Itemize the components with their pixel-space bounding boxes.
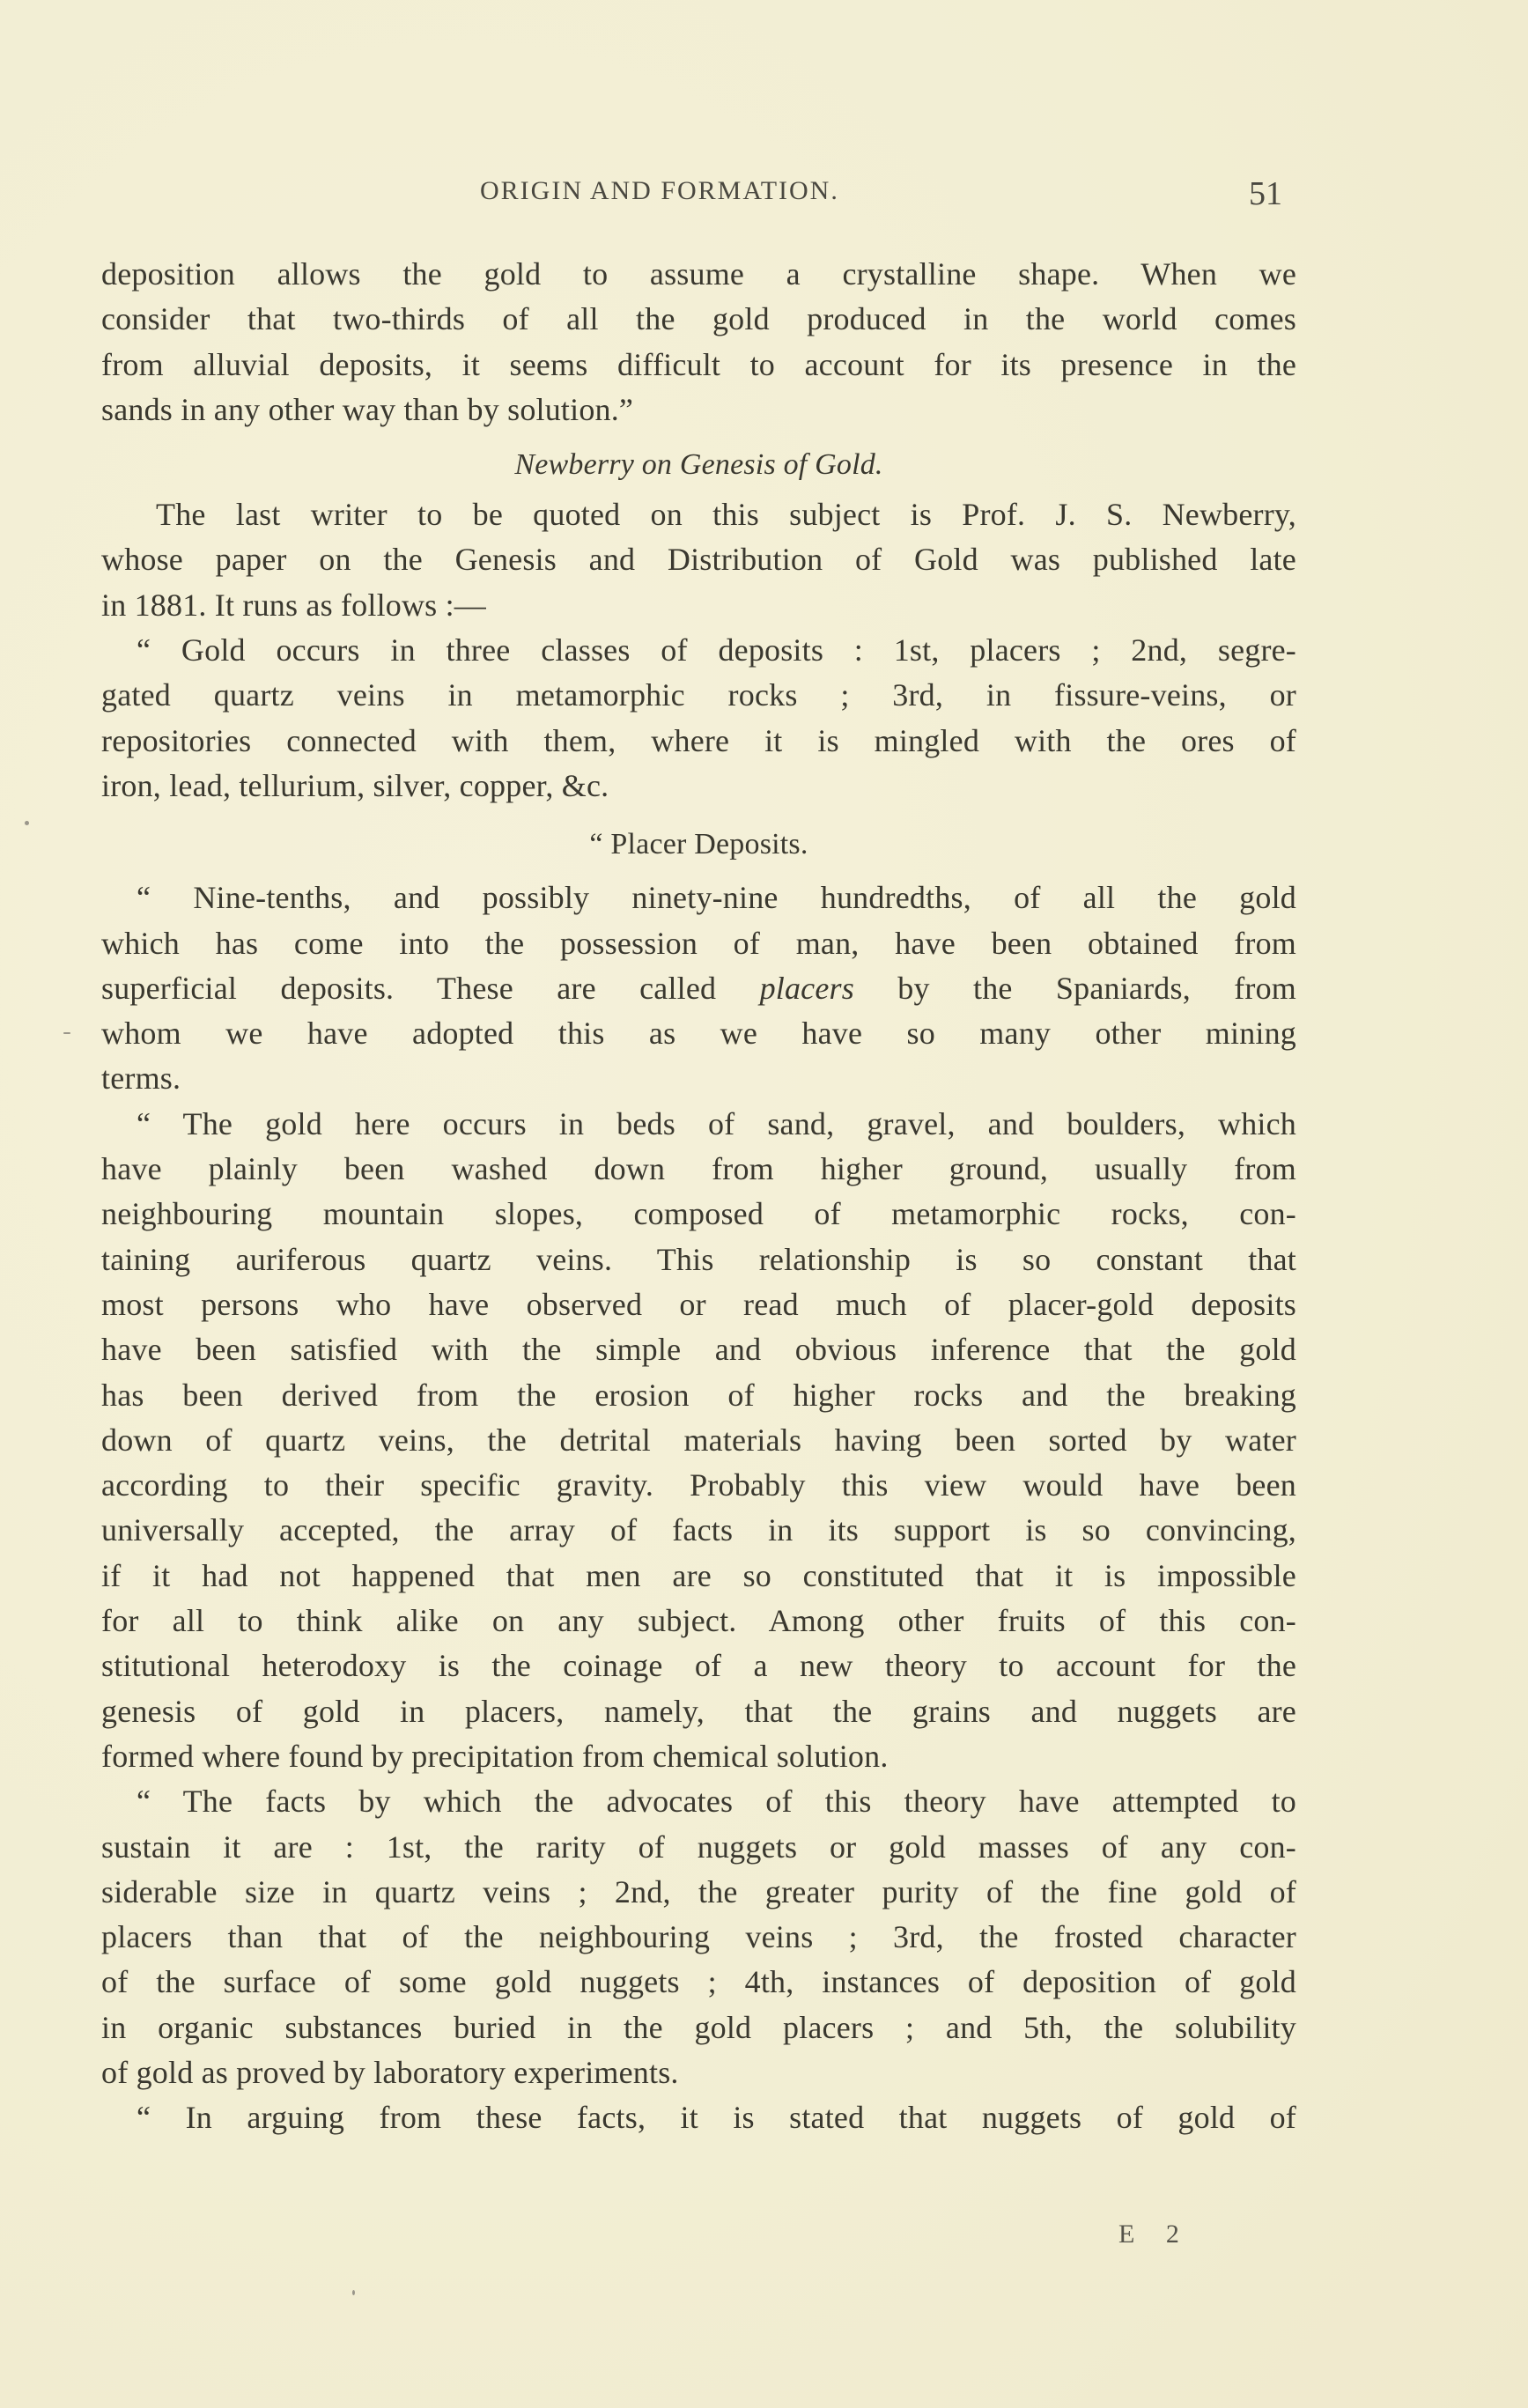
text-line: genesis of gold in placers, namely, that the grains and nuggets are (101, 1693, 1296, 1729)
paper-speck (63, 1032, 70, 1034)
text-line: if it had not happened that men are so constituted that it is impossible (101, 1557, 1296, 1593)
paper-speck (25, 821, 29, 825)
text-line: which has come into the possession of man, have been obtained from (101, 925, 1296, 961)
text-line: has been derived from the erosion of higher rocks and the breaking (101, 1377, 1296, 1413)
subheading-placer-deposits: “ Placer Deposits. (589, 828, 808, 861)
italic-term-placers: placers (759, 970, 854, 1006)
text-line: consider that two-thirds of all the gold produced in the world comes (101, 301, 1296, 337)
text-line: have been satisfied with the simple and obvious inference that the gold (101, 1332, 1296, 1368)
text-line: siderable size in quartz veins ; 2nd, the greater purity of the fine gold of (101, 1873, 1296, 1909)
text-line: placers than that of the neighbouring veins ; 3rd, the frosted character (101, 1919, 1296, 1955)
text-line: whose paper on the Genesis and Distribution of Gold was published late (101, 542, 1296, 578)
text-line: sustain it are : 1st, the rarity of nuggets or gold masses of any con- (101, 1828, 1296, 1865)
text-line: deposition allows the gold to assume a crystalline shape. When we (101, 256, 1296, 292)
text-line: neighbouring mountain slopes, composed of metamorphic rocks, con- (101, 1196, 1296, 1232)
running-title: ORIGIN AND FORMATION. (480, 176, 839, 205)
text-line: for all to think alike on any subject. Among other fruits of this con- (101, 1603, 1296, 1639)
text-line: iron, lead, tellurium, silver, copper, &c. (101, 767, 609, 803)
paper-speck (352, 2290, 355, 2295)
text-line: formed where found by precipitation from chemical solution. (101, 1738, 889, 1774)
text-span: superficial deposits. These are called (101, 970, 760, 1006)
text-line: whom we have adopted this as we have so many other mining (101, 1016, 1296, 1052)
text-line: taining auriferous quartz veins. This relationship is so constant that (101, 1241, 1296, 1277)
paragraph-classes (101, 628, 1296, 809)
text-line: of gold as proved by laboratory experiments. (101, 2054, 679, 2090)
text-line: gated quartz veins in metamorphic rocks ; 3rd, in fissure-veins, or (101, 677, 1296, 713)
paragraph-arguing (101, 2095, 1296, 2140)
paragraph-facts (101, 1779, 1296, 2095)
text-line: terms. (101, 1060, 181, 1097)
text-line: “ Gold occurs in three classes of deposits : 1st, placers ; 2nd, segre- (137, 632, 1296, 668)
paragraph-newberry-intro (101, 492, 1296, 628)
text-line: from alluvial deposits, it seems difficult to account for its presence in the (101, 346, 1296, 382)
text-line-with-italic (101, 966, 1296, 1011)
text-line: “ The facts by which the advocates of this theory have attempted to (137, 1784, 1296, 1820)
paragraph-intro (101, 252, 1296, 432)
text-line: stitutional heterodoxy is the coinage of a new theory to account for the (101, 1648, 1296, 1684)
paragraph-placer (101, 875, 1296, 1101)
signature-mark: E 2 (1118, 2220, 1192, 2249)
text-line: down of quartz veins, the detrital materials having been sorted by water (101, 1422, 1296, 1458)
text-line: repositories connected with them, where it is mingled with the ores of (101, 722, 1296, 758)
text-line: “ Nine-tenths, and possibly ninety-nine hundredths, of all the gold (137, 880, 1296, 916)
text-block (101, 252, 1296, 2141)
text-line: in organic substances buried in the gold placers ; and 5th, the solubility (101, 2009, 1296, 2045)
text-span: by the Spaniards, from (853, 970, 1296, 1006)
text-line: “ In arguing from these facts, it is stated that nuggets of gold of (137, 2100, 1296, 2136)
text-line: The last writer to be quoted on this subject is Prof. J. S. Newberry, (156, 497, 1296, 533)
text-line: most persons who have observed or read much of placer-gold deposits (101, 1286, 1296, 1322)
text-line: of the surface of some gold nuggets ; 4th, instances of deposition of gold (101, 1964, 1296, 2000)
text-line: “ The gold here occurs in beds of sand, gravel, and boulders, which (137, 1105, 1296, 1141)
section-heading: Newberry on Genesis of Gold. (514, 448, 883, 482)
text-line: according to their specific gravity. Probably this view would have been (101, 1467, 1296, 1503)
page-number: 51 (1249, 175, 1282, 212)
text-line: sands in any other way than by solution.” (101, 391, 634, 427)
running-head (101, 176, 1296, 215)
text-line: universally accepted, the array of facts in its support is so convincing, (101, 1512, 1296, 1548)
text-line: in 1881. It runs as follows :— (101, 587, 486, 623)
paragraph-gold-occurs (101, 1102, 1296, 1779)
text-line: have plainly been washed down from higher ground, usually from (101, 1151, 1296, 1187)
